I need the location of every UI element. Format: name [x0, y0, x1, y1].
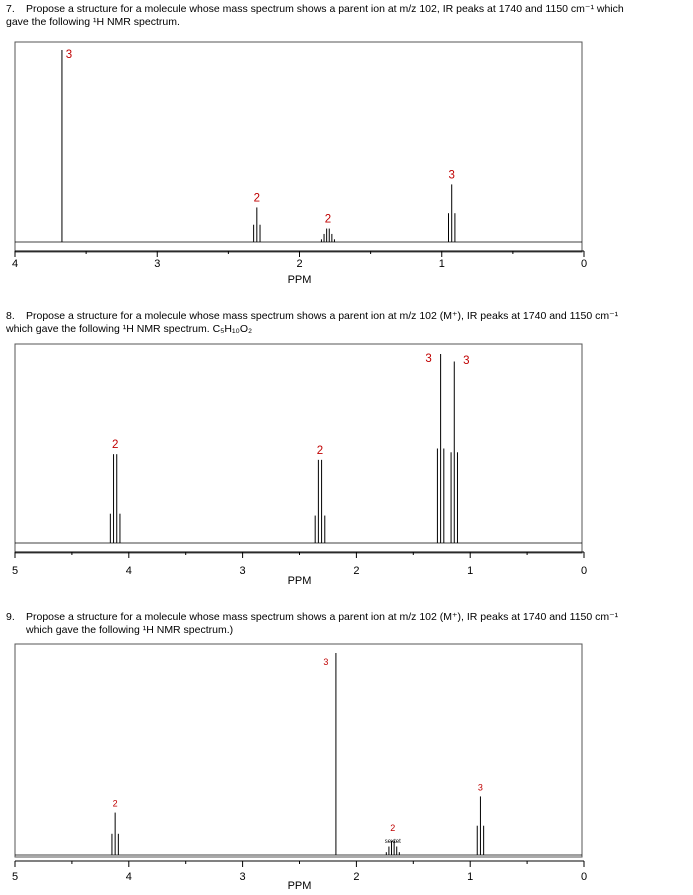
x-tick-label: 4 [125, 871, 132, 883]
x-axis-label: PPM [287, 274, 312, 286]
x-tick-label: 1 [467, 871, 474, 883]
question-number: 7. [6, 3, 15, 15]
x-tick-label: 0 [580, 258, 588, 270]
question-text-line2: which gave the following ¹H NMR spectrum. C₅H₁₀O₂ [6, 323, 253, 335]
question-text-line1: Propose a structure for a molecule whose mass spectrum shows a parent ion at m/z 102 (M⁺), IR peaks at 1740 and 1150 cm⁻¹ [26, 310, 619, 322]
integration-label: 3 [463, 355, 470, 367]
x-tick-label: 3 [239, 871, 246, 883]
x-tick-label: 4 [125, 565, 132, 577]
x-tick-label: 3 [239, 565, 246, 577]
integration-label: 2 [390, 822, 396, 833]
x-tick-label: 0 [580, 565, 588, 577]
x-tick-label: 1 [438, 258, 445, 270]
x-axis-label: PPM [287, 880, 312, 892]
integration-label: 3 [425, 353, 432, 365]
x-axis-label: PPM [287, 575, 312, 587]
multiplicity-label: sextet [384, 838, 401, 845]
peak-multiplet [112, 799, 118, 855]
x-tick-label: 2 [353, 565, 360, 577]
peak-multiplet [323, 653, 336, 855]
integration-label: 2 [316, 444, 324, 457]
x-tick-label: 2 [296, 258, 303, 270]
integration-label: 3 [323, 657, 329, 667]
question-text-line2: which gave the following ¹H NMR spectrum.) [26, 624, 234, 636]
question-text-line2: gave the following ¹H NMR spectrum. [6, 16, 180, 28]
integration-label: 2 [112, 798, 118, 809]
question-number: 8. [6, 310, 15, 322]
integration-label: 3 [448, 169, 455, 182]
x-tick-label: 5 [11, 871, 19, 883]
plot-frame [15, 644, 582, 857]
peak-multiplet [385, 823, 401, 855]
x-tick-label: 4 [11, 258, 19, 270]
question-number: 9. [6, 611, 15, 623]
x-tick-label: 0 [580, 871, 588, 883]
x-tick-label: 2 [353, 871, 360, 883]
x-tick-label: 3 [154, 258, 161, 270]
integration-label: 3 [477, 782, 483, 793]
integration-label: 2 [253, 192, 261, 205]
question-text-line1: Propose a structure for a molecule whose mass spectrum shows a parent ion at m/z 102, IR peaks at 1740 and 1150 cm⁻¹ which [26, 3, 624, 15]
question-text-line1: Propose a structure for a molecule whose mass spectrum shows a parent ion at m/z 102 (M⁺), IR peaks at 1740 and 1150 cm⁻¹ [26, 611, 619, 623]
x-tick-label: 5 [11, 565, 19, 577]
integration-label: 2 [111, 439, 119, 452]
x-tick-label: 1 [467, 565, 474, 577]
integration-label: 3 [65, 49, 73, 61]
peak-multiplet [477, 782, 483, 855]
integration-label: 2 [324, 213, 332, 226]
